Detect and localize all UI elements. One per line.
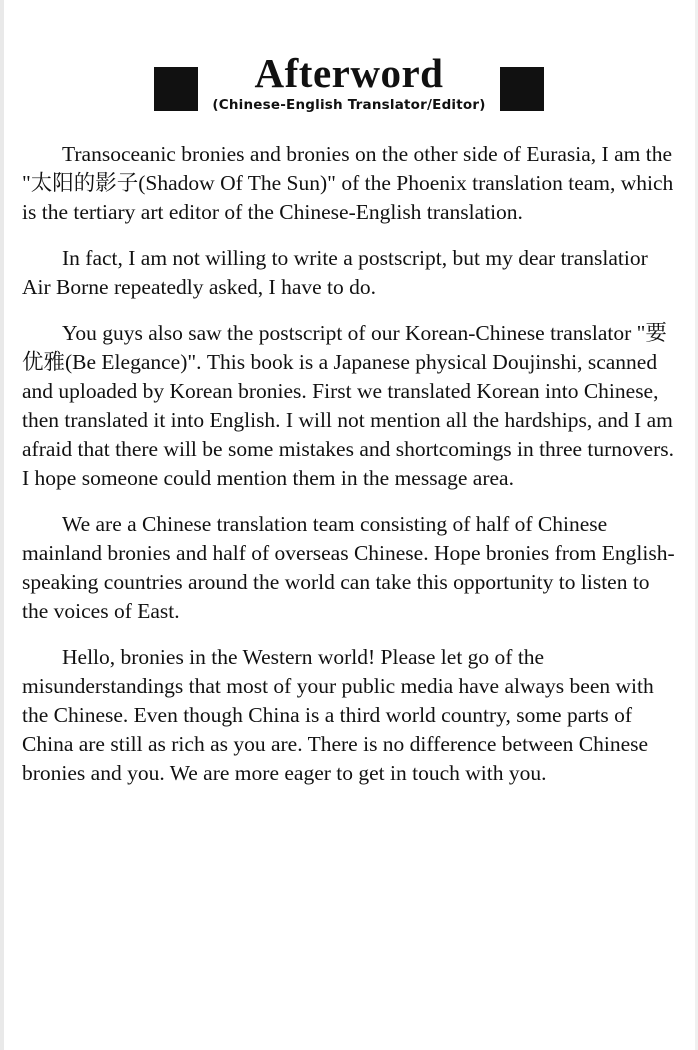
black-square-icon-left	[154, 67, 198, 111]
page-left-edge	[0, 0, 4, 1050]
paragraph: Transoceanic bronies and bronies on the other side of Eurasia, I am the "太阳的影子(Shadow Of The Sun)" of the Phoenix translation team, which is the tertiary art editor of the Chinese-English translation.	[22, 142, 674, 224]
page-title: Afterword	[254, 50, 444, 96]
black-square-icon-right	[500, 67, 544, 111]
paragraph: Hello, bronies in the Western world! Please let go of the misunderstandings that most of your public media have always been with the Chinese. Even though China is a third world country, some parts of China are still as rich as you are. There is no difference between Chinese bronies and you. We are more eager to get in touch with you.	[22, 645, 654, 785]
paragraph: You guys also saw the postscript of our Korean-Chinese translator "要优雅(Be Elegance)". This book is a Japanese physical Doujinshi, scanned and uploaded by Korean bronies. First we translated Korean into Chinese, then translated it into English. I will not mention all the hardships, and I am afraid that there will be some mistakes and shortcomings in three turnovers. I hope someone could mention them in the message area.	[22, 321, 674, 490]
title-center	[212, 52, 485, 113]
title-block	[0, 52, 698, 113]
paragraph: In fact, I am not willing to write a postscript, but my dear translatior Air Borne repeatedly asked, I have to do.	[22, 246, 648, 299]
paragraph: We are a Chinese translation team consisting of half of Chinese mainland bronies and half of overseas Chinese. Hope bronies from English-speaking countries around the world can take this opportunity to listen to the voices of East.	[22, 512, 675, 623]
page-subtitle: (Chinese-English Translator/Editor)	[212, 97, 486, 114]
body-text	[22, 140, 676, 788]
